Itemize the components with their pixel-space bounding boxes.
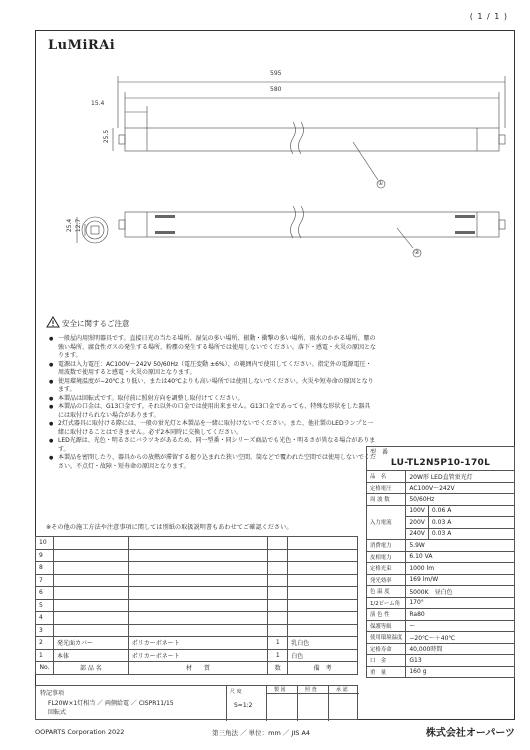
remarks-box [35,685,358,720]
spec-value: ー [406,620,515,632]
spec-row [367,609,515,621]
spec-row [367,540,515,552]
model-label: 型 番 [367,447,515,457]
brand-logo: LuMiRAi [48,38,116,53]
parts-row [36,624,358,637]
parts-row [36,637,358,650]
parts-cell-material: ポリカーボネート [128,637,267,650]
parts-cell-name [53,549,128,562]
lower-left-pins [119,220,125,229]
safety-note: ● LED光源は、光色・明るさにバラツキがあるため、同一型番・同シリーズ商品でも光色・明るさが異なる場合があります。 [46,437,376,454]
safety-notes [46,335,376,471]
spec-label: 周 波 数 [367,494,406,506]
spec-row [367,574,515,586]
spec-row [367,471,515,483]
parts-cell-remark [288,624,358,637]
col-check: 照 査 [305,687,317,693]
spec-value: 5000K 昼白色 [406,586,515,598]
spec-label: 重 量 [367,666,406,678]
spec-value: G13 [406,655,515,667]
spec-value: 5.9W [406,540,515,552]
parts-cell-no: 5 [36,599,54,612]
input-voltage: 100V [406,505,429,517]
spec-label: 発光効率 [367,574,406,586]
spec-label: 定格電圧 [367,482,406,494]
parts-cell-qty [268,574,288,587]
spec-row [367,620,515,632]
parts-cell-material [128,587,267,600]
spec-row [367,643,515,655]
page-number: ( 1 / 1 ) [469,12,508,21]
spec-row [367,586,515,598]
upper-tube-body [125,128,499,151]
parts-cell-material: ポリカーボネート [128,649,267,662]
spec-label: 定格光束 [367,563,406,575]
parts-cell-qty [268,624,288,637]
spec-label: 使用環境温度 [367,632,406,644]
callout-2-label: ② [414,249,420,256]
col-approve: 承 認 [336,687,348,693]
parts-cell-remark [288,549,358,562]
parts-header-remark: 備 考 [288,662,358,675]
warning-icon [46,316,60,328]
parts-cell-no: 10 [36,537,54,550]
spec-label: 色 温 度 [367,586,406,598]
parts-header-name: 部 品 名 [53,662,128,675]
parts-cell-material [128,612,267,625]
spec-label: 皮相電力 [367,551,406,563]
parts-cell-qty [268,549,288,562]
safety-note: ● 本製品を密閉したり、器具からの放熱が滞留する握り込まれた狭い空間、筒などで覆われた空間では使用しないでください。不点灯・故障・短寿命の原因となります。 [46,454,376,471]
spec-value: 40,000時間 [406,643,515,655]
spec-value: AC100V〜242V [406,482,515,494]
spec-input-row [367,505,515,517]
parts-cell-qty [268,599,288,612]
parts-cell-no: 6 [36,587,54,600]
safety-note: ● 使用環境温度が−20℃より低い、または40℃よりも高い場所では使用しないでください。火災や短寿命の原因となります。 [46,378,376,395]
parts-row [36,587,358,600]
safety-note: ● 2灯式器具に取付ける際には、一般の蛍光灯と本製品を一緒に取付けないでください。また、他社製のLEDランプと一緒に取付けることはできません。必ず2本同時に交換してください。 [46,420,376,437]
spec-label: 口 金 [367,655,406,667]
parts-cell-name [53,612,128,625]
parts-header-material: 材 質 [128,662,267,675]
parts-header-no: No. [36,662,54,675]
dim-25-5-label: 25.5 [103,129,111,144]
spec-value: Ra80 [406,609,515,621]
remarks-label: 特記事項 [40,690,65,697]
spec-label: 1/2ビーム角 [367,597,406,609]
company-name: 株式会社オーパーツ [425,728,515,739]
input-current: 0.03 A [428,517,514,529]
safety-note: ● 本製品の口金は、G13口金です。それ以外の口金では使用出来ません。G13口金であっても、特殊な形状をした器具には取付けられない場合があります。 [46,403,376,420]
leader-2 [397,228,413,248]
parts-header-row [36,662,358,675]
input-current: 0.03 A [428,528,514,540]
spec-label: 品 名 [367,471,406,483]
spec-label: 演 色 性 [367,609,406,621]
tube-drawing [35,60,515,310]
parts-cell-remark: 乳白色 [288,637,358,650]
lower-tube-body [125,212,499,237]
parts-cell-material [128,562,267,575]
spec-row [367,597,515,609]
parts-cell-remark [288,599,358,612]
parts-cell-name [53,537,128,550]
model-number: LU-TL2N5P10-170L [367,456,515,471]
parts-cell-name [53,574,128,587]
parts-cell-name: 本体 [53,649,128,662]
remarks-line-2: 回転式 [48,709,67,716]
parts-cell-no: 4 [36,612,54,625]
dim-580-label: 580 [270,86,282,93]
parts-header-qty: 数 [268,662,288,675]
parts-cell-name [53,599,128,612]
parts-cell-material [128,549,267,562]
leader-1 [353,142,378,180]
parts-cell-qty [268,612,288,625]
safety-footnote: ※その他の施工方法や注意事項に関しては別紙の取扱説明書もあわせてご確認ください。 [46,524,293,531]
remarks-line-1: FL20W×1灯相当 ／ 両側給電 ／ CISPR11/15 [48,700,174,707]
parts-cell-remark [288,574,358,587]
upper-left-pins [119,135,125,144]
parts-cell-no: 8 [36,562,54,575]
input-voltage: 200V [406,517,429,529]
projection-note: 第三角法 ／ 単位：mm ／ JIS A4 [212,729,311,737]
parts-cell-remark [288,562,358,575]
upper-right-pins [499,135,505,144]
parts-cell-material [128,537,267,550]
parts-cell-remark [288,537,358,550]
parts-table [35,536,358,675]
parts-row [36,599,358,612]
parts-cell-material [128,599,267,612]
parts-row [36,549,358,562]
spec-row [367,655,515,667]
parts-cell-remark: 白色 [288,649,358,662]
spec-row [367,551,515,563]
spec-value: 20W形 LED直管蛍光灯 [406,471,515,483]
spec-value: 170° [406,597,515,609]
input-voltage: 240V [406,528,429,540]
dim-12-7-label: 12.7 [75,218,83,233]
input-current: 0.06 A [428,505,514,517]
parts-cell-qty [268,587,288,600]
parts-cell-qty: 1 [268,637,288,650]
parts-cell-remark [288,612,358,625]
spec-value: −20℃〜＋40℃ [406,632,515,644]
scale-value: S=1:2 [234,702,253,709]
spec-row [367,494,515,506]
parts-row [36,649,358,662]
parts-cell-qty: 1 [268,649,288,662]
parts-cell-name: 発光面カバー [53,637,128,650]
spec-value: 50/60Hz [406,494,515,506]
safety-note: ● 電源は入力電圧：AC100V〜242V 50/60Hz（電圧変動 ±6%）、の範囲内で使用してください。指定外の電源電圧・周波数で使用すると感電・火災の原因となります。 [46,361,376,378]
spec-label: 保護等級 [367,620,406,632]
parts-cell-remark [288,587,358,600]
copyright: OOPARTS Corporation 2022 [35,728,125,736]
parts-cell-material [128,624,267,637]
safety-note: ● 一般屋内用照明器具です。直接日光の当たる場所、湿気の多い場所、振動・衝撃の多い場所、雨水のかかる場所、塵の強い場所、腐食性ガスの発生する場所、粉塵の発生する場所では使用しないでください。落下・感電・火災の原因となります。 [46,335,376,361]
safety-title: 安全に関するご注意 [62,319,130,328]
parts-cell-name [53,624,128,637]
spec-label: 消費電力 [367,540,406,552]
col-made: 製 図 [274,687,286,693]
parts-cell-qty [268,537,288,550]
callout-1-label: ① [378,180,384,187]
scale-label: 尺 度 [230,689,242,695]
parts-row [36,537,358,550]
input-current-label: 入力電流 [367,505,406,540]
parts-cell-no: 3 [36,624,54,637]
parts-cell-no: 9 [36,549,54,562]
parts-row [36,574,358,587]
dim-25-4-label: 25.4 [66,218,74,233]
spec-row [367,632,515,644]
spec-row [367,482,515,494]
spec-value: 169 lm/W [406,574,515,586]
lower-right-pins [499,220,505,229]
parts-cell-no: 7 [36,574,54,587]
parts-row [36,612,358,625]
spec-value: 160 g [406,666,515,678]
dim-595-label: 595 [270,70,282,77]
safety-note: ● 本製品は回転式です。取付前に照射方向を調整し取付けてください。 [46,395,376,404]
spec-table [366,446,515,678]
spec-row [367,563,515,575]
spec-label: 定格寿命 [367,643,406,655]
parts-cell-no: 2 [36,637,54,650]
parts-row [36,562,358,575]
dim-15-4-label: 15.4 [91,100,105,107]
parts-cell-name [53,562,128,575]
parts-cell-name [53,587,128,600]
parts-cell-qty [268,562,288,575]
spec-row [367,666,515,678]
spec-value: 6.10 VA [406,551,515,563]
parts-cell-material [128,574,267,587]
spec-value: 1000 lm [406,563,515,575]
parts-cell-no: 1 [36,649,54,662]
